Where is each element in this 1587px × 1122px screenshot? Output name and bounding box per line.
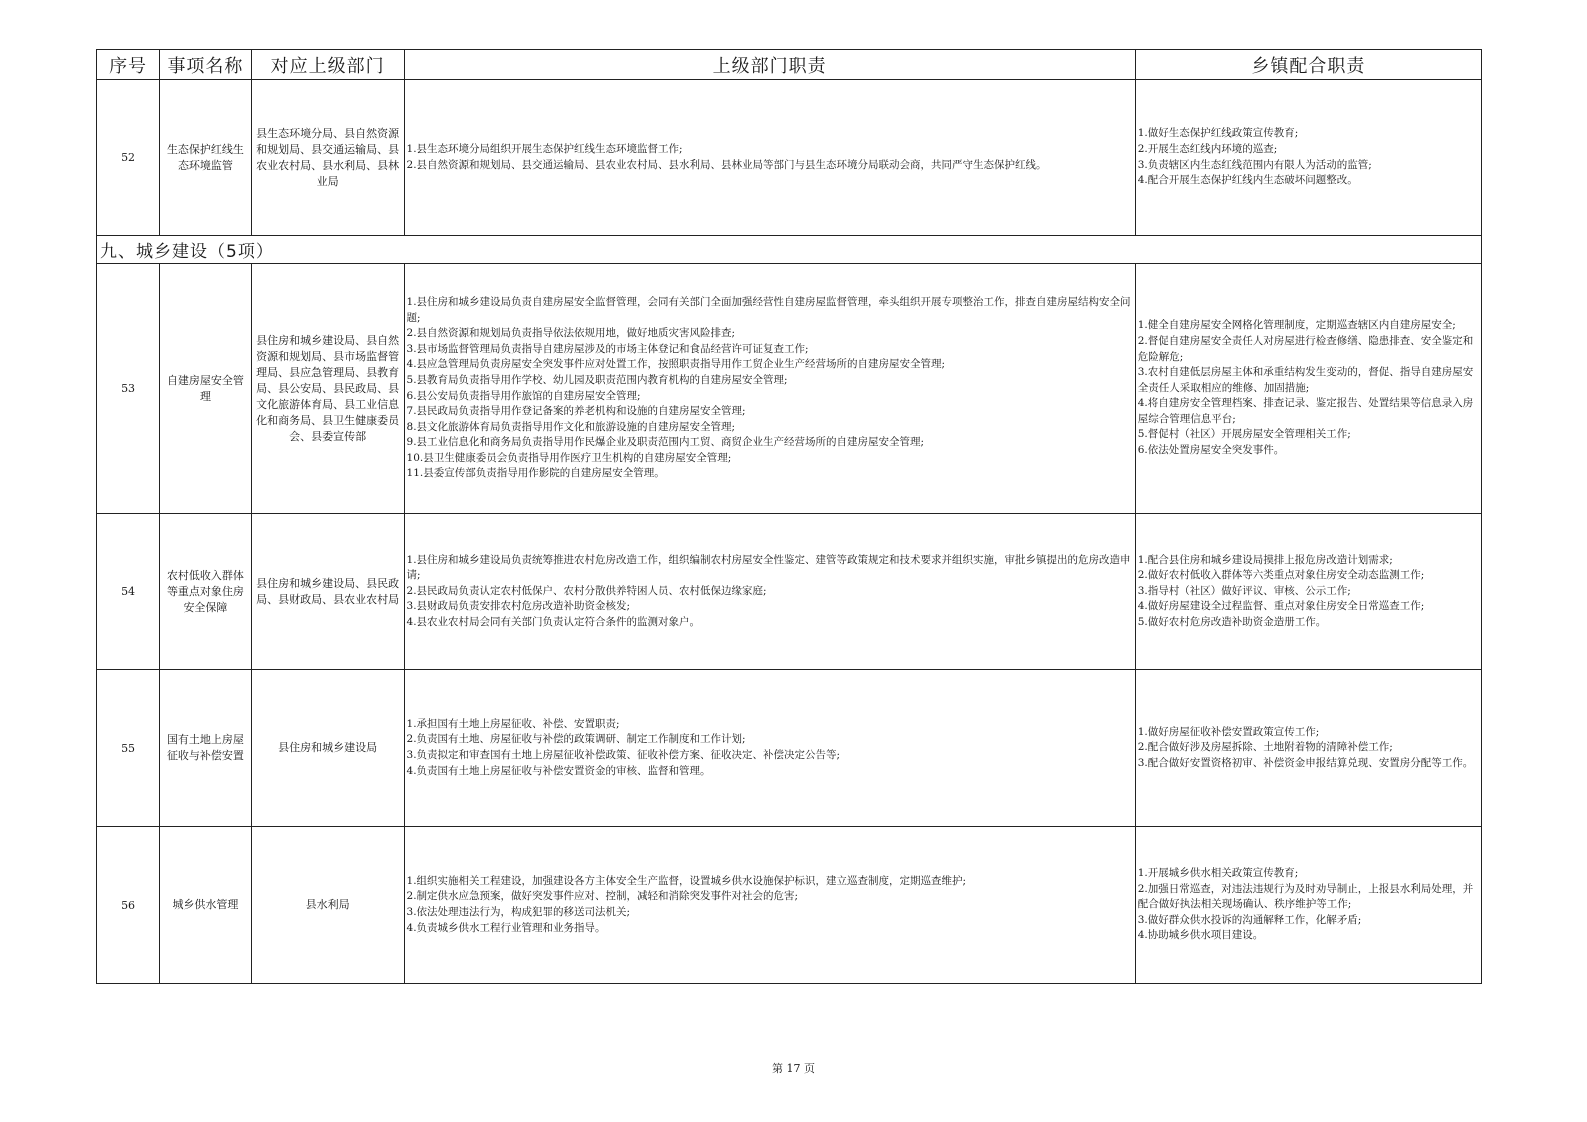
duty-line: 1.做好房屋征收补偿安置政策宣传工作; <box>1137 725 1320 738</box>
duty-line: 5.县教育局负责指导用作学校、幼儿园及职责范围内教育机构的自建房屋安全管理; <box>406 373 788 386</box>
row-seq: 54 <box>97 514 160 670</box>
duty-line: 4.配合开展生态保护红线内生态破坏问题整改。 <box>1137 174 1358 187</box>
duty-line: 1.做好生态保护红线政策宣传教育; <box>1137 127 1299 140</box>
row-superior-duty <box>404 264 1135 514</box>
header-department: 对应上级部门 <box>251 50 404 80</box>
duty-line: 2.做好农村低收入群体等六类重点对象住房安全动态监测工作; <box>1137 569 1425 582</box>
duty-line: 4.负责城乡供水工程行业管理和业务指导。 <box>406 921 606 934</box>
row-town-duty <box>1135 670 1481 827</box>
row-item-name: 自建房屋安全管理 <box>160 264 252 514</box>
row-town-duty <box>1135 514 1481 670</box>
row-department: 县住房和城乡建设局、县自然资源和规划局、县市场监督管理局、县应急管理局、县教育局、县公安局、县民政局、县文化旅游体育局、县工业信息化和商务局、县卫生健康委员会、县委宣传部 <box>251 264 404 514</box>
row-superior-duty <box>404 514 1135 670</box>
duty-line: 3.县市场监督管理局负责指导自建房屋涉及的市场主体登记和食品经营许可证复查工作; <box>406 342 809 355</box>
duty-line: 9.县工业信息化和商务局负责指导用作民爆企业及职责范围内工贸、商贸企业生产经营场所的自建房屋安全管理; <box>406 436 925 449</box>
section-title: 九、城乡建设（5项） <box>97 236 1482 264</box>
table-row <box>97 670 1482 827</box>
duty-line: 3.负责辖区内生态红线范围内有限人为活动的监管; <box>1137 158 1372 171</box>
duty-line: 1.组织实施相关工程建设，加强建设各方主体安全生产监督，设置城乡供水设施保护标识，建立巡查制度，定期巡查维护; <box>406 874 967 887</box>
duty-line: 7.县民政局负责指导用作登记备案的养老机构和设施的自建房屋安全管理; <box>406 405 746 418</box>
row-item-name: 城乡供水管理 <box>160 827 252 984</box>
duty-line: 2.督促自建房屋安全责任人对房屋进行检查修缮、隐患排查、安全鉴定和危险解危; <box>1137 334 1474 363</box>
row-department: 县住房和城乡建设局、县民政局、县财政局、县农业农村局 <box>251 514 404 670</box>
duty-line: 2.制定供水应急预案，做好突发事件应对、控制，减轻和消除突发事件对社会的危害; <box>406 890 799 903</box>
table-row <box>97 80 1482 236</box>
duty-line: 1.县生态环境分局组织开展生态保护红线生态环境监督工作; <box>406 142 683 155</box>
duty-line: 4.县农业农村局会同有关部门负责认定符合条件的监测对象户。 <box>406 615 701 628</box>
duty-line: 4.负责国有土地上房屋征收与补偿安置资金的审核、监督和管理。 <box>406 764 711 777</box>
duty-line: 2.配合做好涉及房屋拆除、土地附着物的清障补偿工作; <box>1137 741 1393 754</box>
duty-line: 3.做好群众供水投诉的沟通解释工作，化解矛盾; <box>1137 913 1362 926</box>
duty-line: 3.负责拟定和审查国有土地上房屋征收补偿政策、征收补偿方案、征收决定、补偿决定公告等; <box>406 749 841 761</box>
duty-line: 1.开展城乡供水相关政策宣传教育; <box>1137 867 1299 880</box>
duty-line: 4.县应急管理局负责房屋安全突发事件应对处置工作，按照职责指导用作工贸企业生产经营场所的自建房屋安全管理; <box>406 358 946 371</box>
duty-line: 1.配合县住房和城乡建设局摸排上报危房改造计划需求; <box>1137 553 1393 566</box>
duty-line: 3.依法处理违法行为，构成犯罪的移送司法机关; <box>406 906 631 918</box>
row-seq: 53 <box>97 264 160 514</box>
row-town-duty <box>1135 80 1481 236</box>
table-row <box>97 827 1482 984</box>
duty-line: 5.做好农村危房改造补助资金造册工作。 <box>1137 615 1327 628</box>
row-seq: 55 <box>97 670 160 827</box>
duty-line: 2.加强日常巡查，对违法违规行为及时劝导制止，上报县水利局处理，并配合做好执法相关现场确认、秩序维护等工作; <box>1137 882 1474 911</box>
duty-line: 10.县卫生健康委员会负责指导用作医疗卫生机构的自建房屋安全管理; <box>406 451 732 464</box>
duty-line: 2.负责国有土地、房屋征收与补偿的政策调研、制定工作制度和工作计划; <box>406 733 746 746</box>
duty-line: 1.县住房和城乡建设局负责自建房屋安全监督管理，会同有关部门全面加强经营性自建房屋监督管理，牵头组织开展专项整治工作，排查自建房屋结构安全问题; <box>406 295 1131 324</box>
row-department: 县生态环境分局、县自然资源和规划局、县交通运输局、县农业农村局、县水利局、县林业局 <box>251 80 404 236</box>
duty-table <box>96 49 1482 984</box>
duty-line: 5.督促村（社区）开展房屋安全管理相关工作; <box>1137 428 1351 441</box>
row-town-duty <box>1135 827 1481 984</box>
duty-line: 2.县民政局负责认定农村低保户、农村分散供养特困人员、农村低保边缘家庭; <box>406 584 767 597</box>
duty-line: 2.县自然资源和规划局、县交通运输局、县农业农村局、县水利局、县林业局等部门与县生态环境分局联动会商，共同严守生态保护红线。 <box>406 158 1047 171</box>
table-row <box>97 514 1482 670</box>
duty-line: 1.承担国有土地上房屋征收、补偿、安置职责; <box>406 717 620 730</box>
header-seq: 序号 <box>97 50 160 80</box>
table-row <box>97 264 1482 514</box>
duty-line: 3.县财政局负责安排农村危房改造补助资金核发; <box>406 600 631 613</box>
row-seq: 52 <box>97 80 160 236</box>
row-town-duty <box>1135 264 1481 514</box>
row-item-name: 生态保护红线生态环境监管 <box>160 80 252 236</box>
header-town-duty: 乡镇配合职责 <box>1135 50 1481 80</box>
duty-line: 6.依法处置房屋安全突发事件。 <box>1137 444 1285 457</box>
row-item-name: 国有土地上房屋征收与补偿安置 <box>160 670 252 827</box>
header-item-name: 事项名称 <box>160 50 252 80</box>
duty-line: 2.开展生态红线内环境的巡查; <box>1137 142 1278 155</box>
duty-line: 2.县自然资源和规划局负责指导依法依规用地，做好地质灾害风险排查; <box>406 327 736 340</box>
duty-line: 1.健全自建房屋安全网格化管理制度，定期巡查辖区内自建房屋安全; <box>1137 319 1456 332</box>
duty-line: 4.将自建房安全管理档案、排查记录、鉴定报告、处置结果等信息录入房屋综合管理信息平台; <box>1137 397 1474 425</box>
row-superior-duty <box>404 827 1135 984</box>
duty-line: 3.配合做好安置资格初审、补偿资金申报结算兑现、安置房分配等工作。 <box>1137 756 1474 769</box>
header-superior-duty: 上级部门职责 <box>404 50 1135 80</box>
duty-line: 4.做好房屋建设全过程监督、重点对象住房安全日常巡查工作; <box>1137 600 1425 613</box>
page-number: 第 17 页 <box>772 1062 815 1075</box>
row-item-name: 农村低收入群体等重点对象住房安全保障 <box>160 514 252 670</box>
duty-line: 4.协助城乡供水项目建设。 <box>1137 929 1264 942</box>
duty-line: 3.指导村（社区）做好评议、审核、公示工作; <box>1137 584 1351 597</box>
duty-line: 1.县住房和城乡建设局负责统筹推进农村危房改造工作，组织编制农村房屋安全性鉴定、建管等政策规定和技术要求并组织实施，审批乡镇提出的危房改造申请; <box>406 553 1131 582</box>
section-row <box>97 236 1482 264</box>
row-superior-duty <box>404 80 1135 236</box>
duty-line: 11.县委宣传部负责指导用作影院的自建房屋安全管理。 <box>406 467 665 480</box>
row-superior-duty <box>404 670 1135 827</box>
duty-line: 3.农村自建低层房屋主体和承重结构发生变动的，督促、指导自建房屋安全责任人采取相应的维修、加固措施; <box>1137 366 1474 394</box>
duty-line: 6.县公安局负责指导用作旅馆的自建房屋安全管理; <box>406 389 641 402</box>
row-department: 县住房和城乡建设局 <box>251 670 404 827</box>
row-seq: 56 <box>97 827 160 984</box>
row-department: 县水利局 <box>251 827 404 984</box>
table-header-row <box>97 50 1482 80</box>
duty-line: 8.县文化旅游体育局负责指导用作文化和旅游设施的自建房屋安全管理; <box>406 420 736 433</box>
